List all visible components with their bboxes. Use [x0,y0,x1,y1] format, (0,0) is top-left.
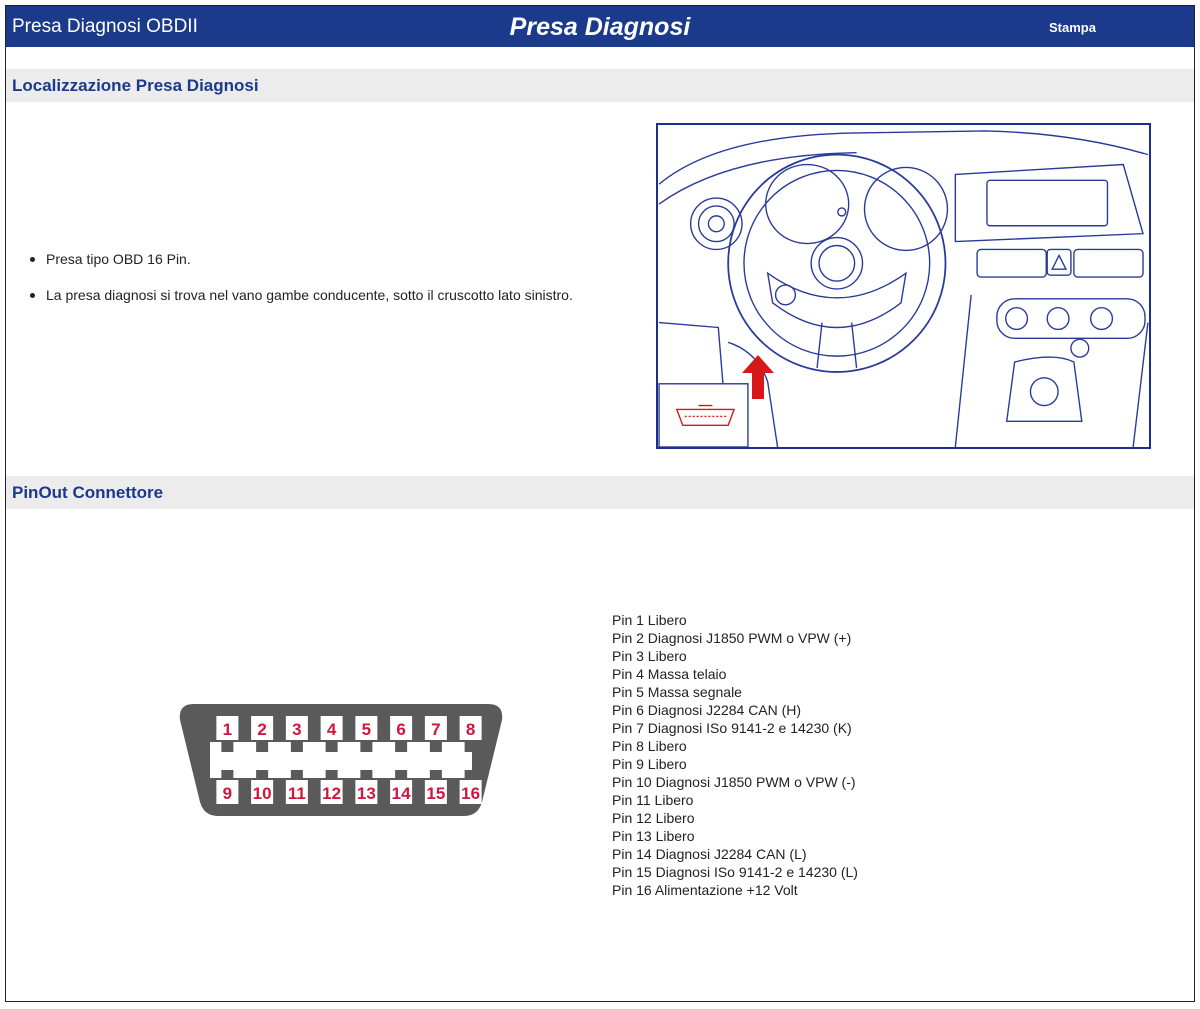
connector-pin-contact [465,742,477,752]
connector-pin-number: 7 [431,720,441,739]
dashboard-illustration [656,123,1151,449]
connector-pin-number: 3 [292,720,302,739]
section-title-location: Localizzazione Presa Diagnosi [12,76,259,95]
obd-connector-diagram [176,698,506,818]
bullet-item: Presa tipo OBD 16 Pin. [28,250,618,268]
dashboard-drawing [658,125,1149,447]
header-bar [6,6,1194,47]
print-button[interactable]: Stampa [1049,20,1096,35]
connector-drawing [176,698,506,818]
section-title-pinout: PinOut Connettore [12,483,164,502]
pin-list-item: Pin 15 Diagnosi ISo 9141-2 e 14230 (L) [612,864,858,880]
pin-list-item: Pin 12 Libero [612,810,695,826]
pin-list-item: Pin 3 Libero [612,648,687,664]
pin-list-item: Pin 1 Libero [612,612,687,628]
connector-pin-contact [360,770,372,780]
connector-pin-number: 1 [222,720,233,739]
pin-list-item: Pin 5 Massa segnale [612,684,742,700]
connector-pin-number: 4 [326,720,337,739]
connector-pin-number: 14 [391,784,411,803]
connector-pin-contact [465,770,477,780]
pin-list-item: Pin 14 Diagnosi J2284 CAN (L) [612,846,807,862]
connector-pin-contact [291,742,303,752]
connector-pin-number: 10 [252,784,272,803]
connector-pin-number: 11 [287,784,306,803]
bullet-item: La presa diagnosi si trova nel vano gambe conducente, sotto il cruscotto lato sinistro. [28,286,618,304]
connector-pin-contact [326,770,338,780]
pin-list-item: Pin 4 Massa telaio [612,666,727,682]
connector-pin-number: 8 [465,720,476,739]
connector-pin-number: 9 [222,784,233,803]
pin-list-item: Pin 7 Diagnosi ISo 9141-2 e 14230 (K) [612,720,852,736]
connector-pin-contact [221,770,233,780]
connector-pin-number: 15 [426,784,446,803]
pin-list-item: Pin 10 Diagnosi J1850 PWM o VPW (-) [612,774,856,790]
pin-list-item: Pin 8 Libero [612,738,687,754]
section-header-pinout [6,476,1194,509]
pin-list-item: Pin 16 Alimentazione +12 Volt [612,882,798,898]
pin-list-item: Pin 6 Diagnosi J2284 CAN (H) [612,702,802,718]
connector-pin-number: 16 [461,784,481,803]
pin-list-item: Pin 13 Libero [612,828,695,844]
connector-pin-contact [256,742,268,752]
connector-pin-contact [221,742,233,752]
connector-pin-number: 6 [396,720,406,739]
pin-list-item: Pin 11 Libero [612,792,694,808]
connector-pin-contact [395,742,407,752]
connector-pin-number: 2 [257,720,267,739]
pin-list-item: Pin 9 Libero [612,756,687,772]
connector-pin-number: 13 [356,784,376,803]
section-header-location [6,69,1194,102]
app-title: Presa Diagnosi OBDII [12,16,198,37]
connector-pin-number: 5 [361,720,372,739]
connector-pin-contact [326,742,338,752]
location-arrow-icon [742,355,774,399]
connector-pin-contact [395,770,407,780]
connector-pin-contact [291,770,303,780]
connector-pin-contact [430,742,442,752]
connector-pin-contact [360,742,372,752]
connector-pin-number: 12 [322,784,342,803]
document-frame [5,5,1195,1002]
page-title: Presa Diagnosi [509,13,691,41]
pin-list [612,611,858,899]
connector-pin-contact [256,770,268,780]
connector-pin-contact [430,770,442,780]
location-bullet-list [28,250,618,322]
pin-list-item: Pin 2 Diagnosi J1850 PWM o VPW (+) [612,630,852,646]
